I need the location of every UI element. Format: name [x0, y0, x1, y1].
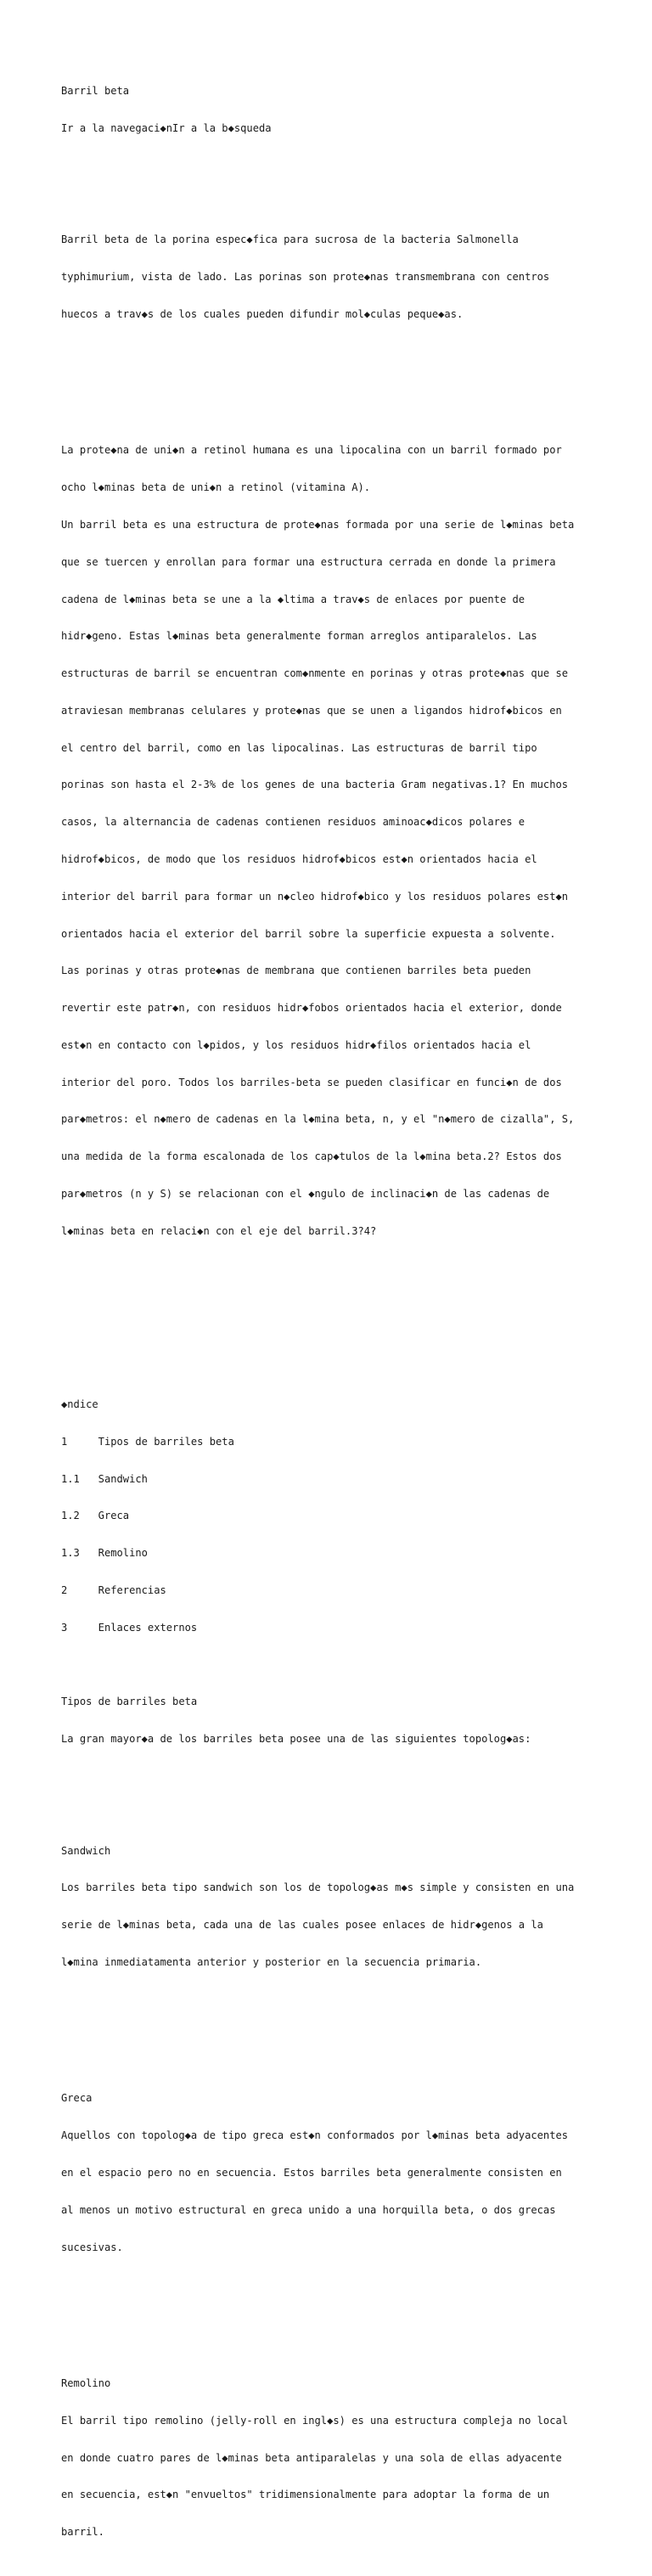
body-line: Los barriles beta tipo sandwich son los de topolog◆as m◆s simple y consisten en una: [61, 1881, 575, 1894]
greca-section: [61, 2067, 638, 2278]
body-line: revertir este patr◆n, con residuos hidr◆fobos orientados hacia el exterior, donde: [61, 1002, 562, 1015]
body-line: El barril tipo remolino (jelly-roll en ingl◆s) es una estructura compleja no local: [61, 2414, 569, 2427]
document-page: [61, 60, 638, 2576]
body-line: que se tuercen y enrollan para formar una estructura cerrada en donde la primera: [61, 555, 556, 568]
body-line: Aquellos con topolog◆a de tipo greca est◆n conformados por l◆minas beta adyacentes: [61, 2129, 569, 2142]
spacer: [61, 370, 638, 383]
body-line: orientados hacia el exterior del barril sobre la superficie expuesta a solvente.: [61, 927, 556, 940]
body-line: al menos un motivo estructural en greca unido a una horquilla beta, o dos grecas: [61, 2203, 556, 2216]
section-heading: Tipos de barriles beta: [61, 1696, 198, 1708]
toc-item: 1.1 Sandwich: [61, 1472, 148, 1485]
body-line: hidr◆geno. Estas l◆minas beta generalmente forman arreglos antiparalelos. Las: [61, 630, 537, 643]
spacer: [61, 2303, 638, 2315]
page-title: Barril beta: [61, 85, 130, 98]
sandwich-section: [61, 1820, 638, 1993]
subsection-heading: Greca: [61, 2092, 93, 2105]
body-line: hidrof◆bicos, de modo que los residuos hidrof◆bicos est◆n orientados hacia el: [61, 853, 537, 865]
body-line: interior del poro. Todos los barriles-beta se pueden clasificar en funci◆n de dos: [61, 1076, 562, 1088]
caption-line: Barril beta de la porina espec◆fica para sucrosa de la bacteria Salmonella: [61, 233, 519, 246]
body-line: serie de l◆minas beta, cada una de las cuales posee enlaces de hidr◆genos a la: [61, 1919, 543, 1932]
body-line: el centro del barril, como en las lipocalinas. Las estructuras de barril tipo: [61, 741, 537, 754]
body-line: casos, la alternancia de cadenas contienen residuos aminoac◆dicos polares e: [61, 816, 526, 829]
spacer: [61, 1287, 638, 1300]
toc-heading: ◆ndice: [61, 1398, 98, 1411]
body-line: l◆mina inmediatamenta anterior y posterior en la secuencia primaria.: [61, 1955, 482, 1968]
body-line: Las porinas y otras prote◆nas de membrana que contienen barriles beta pueden: [61, 965, 531, 977]
table-of-contents: [61, 1374, 638, 1659]
toc-item: 1 Tipos de barriles beta: [61, 1435, 234, 1448]
body-line: en secuencia, est◆n "envueltos" tridimensionalmente para adoptar la forma de un: [61, 2489, 550, 2501]
body-line: l◆minas beta en relaci◆n con el eje del barril.3?4?: [61, 1224, 377, 1237]
body-line: La prote◆na de uni◆n a retinol humana es una lipocalina con un barril formado por: [61, 444, 562, 457]
caption-line: typhimurium, vista de lado. Las porinas son prote◆nas transmembrana con centros: [61, 271, 550, 284]
toc-item: 2 Referencias: [61, 1584, 166, 1597]
body-line: atraviesan membranas celulares y prote◆nas que se unen a ligandos hidrof◆bicos en: [61, 704, 562, 717]
body-line: Un barril beta es una estructura de prote◆nas formada por una serie de l◆minas beta: [61, 518, 575, 531]
image-caption: [61, 209, 638, 346]
body-line: ocho l◆minas beta de uni◆n a retinol (vitamina A).: [61, 481, 371, 494]
body-line: est◆n en contacto con l◆pidos, y los residuos hidr◆filos orientados hacia el: [61, 1038, 531, 1051]
body-line: par◆metros (n y S) se relacionan con el ◆ngulo de inclinaci◆n de las cadenas de: [61, 1188, 550, 1201]
toc-item: 3 Enlaces externos: [61, 1621, 198, 1634]
body-line: en el espacio pero no en secuencia. Estos barriles beta generalmente consisten en: [61, 2166, 562, 2179]
remolino-section: [61, 2353, 638, 2563]
body-line: interior del barril para formar un n◆cleo hidrof◆bico y los residuos polares est◆n: [61, 890, 569, 903]
body-line: sucesivas.: [61, 2241, 123, 2253]
body-line: cadena de l◆minas beta se une a la ◆ltima a trav◆s de enlaces por puente de: [61, 593, 526, 605]
subsection-heading: Remolino: [61, 2377, 111, 2390]
body-line: barril.: [61, 2526, 104, 2539]
toc-item: 1.2 Greca: [61, 1510, 130, 1522]
navigation-text: Ir a la navegaci◆nIr a la b◆squeda: [61, 121, 272, 134]
toc-item: 1.3 Remolino: [61, 1547, 148, 1560]
body-line: en donde cuatro pares de l◆minas beta antiparalelas y una sola de ellas adyacente: [61, 2451, 562, 2464]
body-line: par◆metros: el n◆mero de cadenas en la l◆mina beta, n, y el "n◆mero de cizalla", S,: [61, 1113, 575, 1126]
caption-line: huecos a trav◆s de los cuales pueden difundir mol◆culas peque◆as.: [61, 307, 464, 320]
body-line: una medida de la forma escalonada de los cap◆tulos de la l◆mina beta.2? Estos dos: [61, 1150, 562, 1163]
body-line: estructuras de barril se encuentran com◆nmente en porinas y otras prote◆nas que se: [61, 667, 569, 680]
spacer: [61, 2018, 638, 2031]
section-lead: La gran mayor◆a de los barriles beta posee una de las siguientes topolog◆as:: [61, 1733, 531, 1746]
body-line: porinas son hasta el 2-3% de los genes de una bacteria Gram negativas.1? En muchos: [61, 779, 569, 791]
spacer: [61, 160, 638, 172]
spacer: [61, 1770, 638, 1783]
intro-paragraph: [61, 419, 638, 1262]
subsection-heading: Sandwich: [61, 1844, 111, 1857]
spacer: [61, 1325, 638, 1337]
